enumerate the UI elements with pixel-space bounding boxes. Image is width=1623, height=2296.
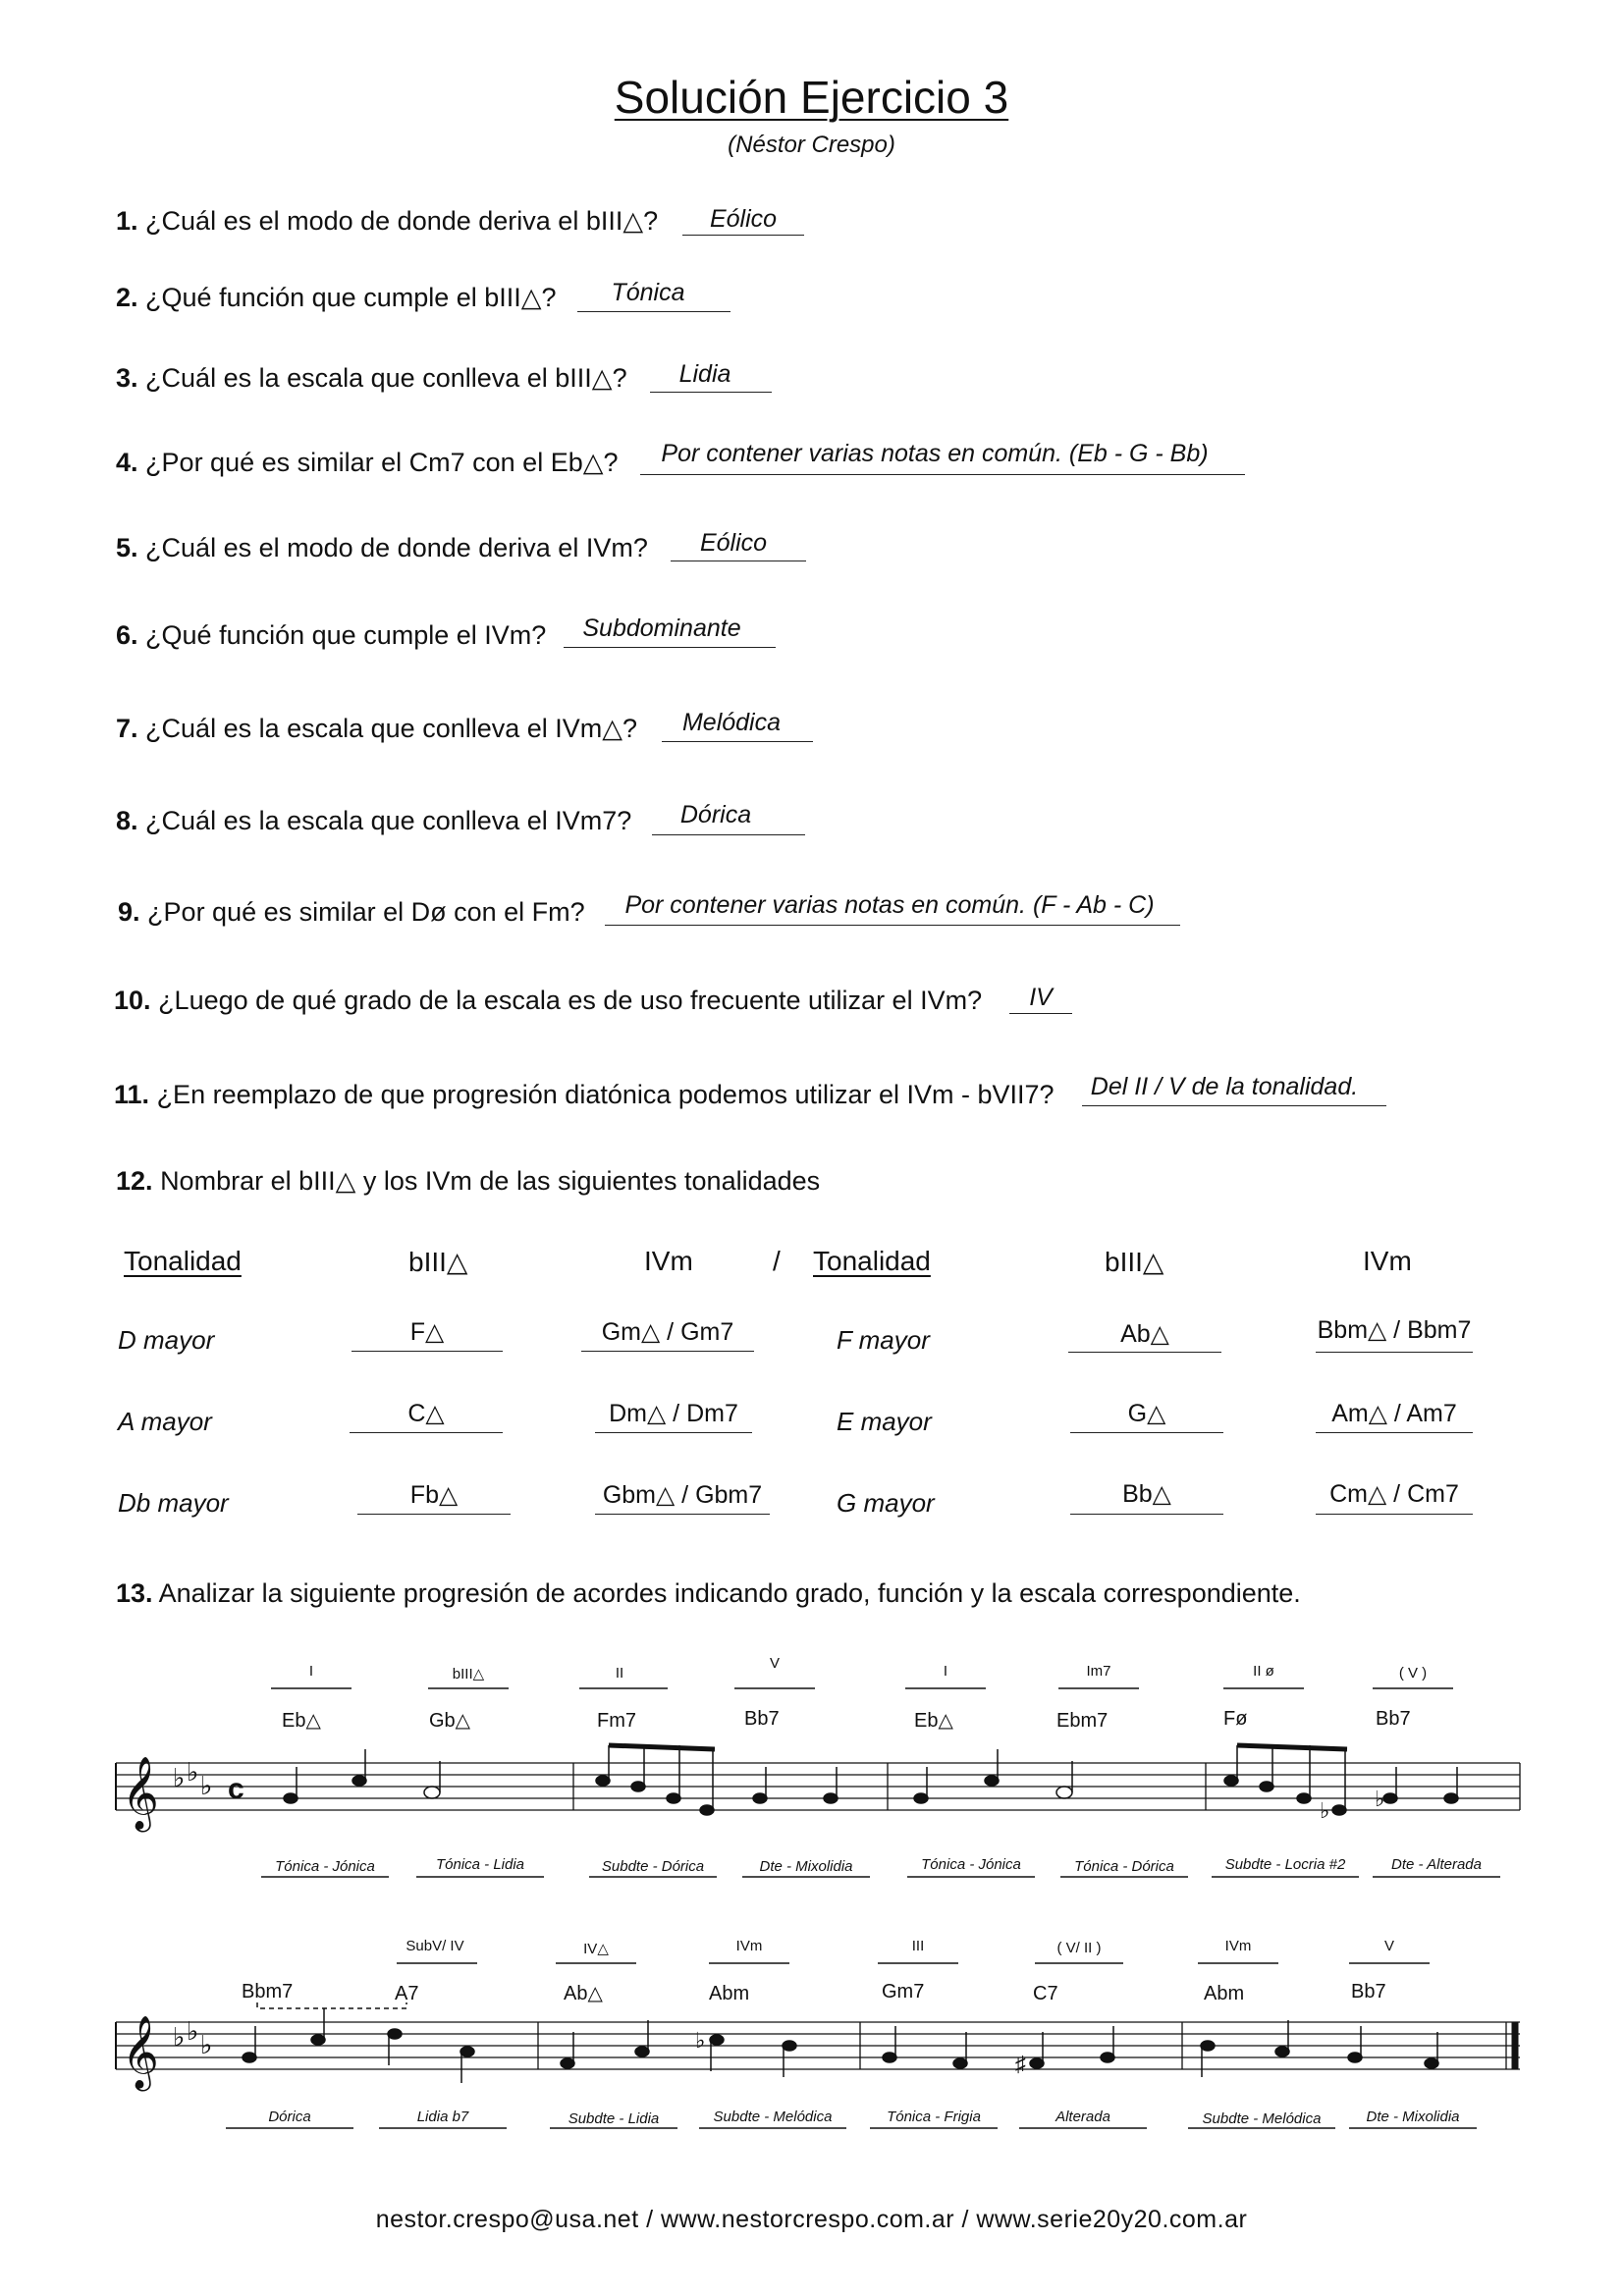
function: Subdte - Lidia [568,2110,660,2127]
function: Alterada [1055,2109,1110,2125]
biii-left-2: C△ [407,1400,445,1427]
question-12: 12. Nombrar el bIII△ y los IVm de las siguientes tonalidades [116,1166,821,1196]
function: Tónica - Dórica [1074,1858,1174,1875]
chord: A7 [395,1983,419,2004]
chord: Gm7 [882,1981,925,2002]
chord: Eb△ [282,1710,321,1732]
function: Tónica - Jónica [275,1858,375,1875]
biii-right-3: Bb△ [1122,1480,1171,1508]
function: Dte - Alterada [1391,1856,1482,1873]
answer-6: Subdominante [582,614,741,642]
grade: IVm [1224,1938,1252,1954]
svg-text:𝄞: 𝄞 [122,1757,159,1828]
header-biii-left: bIII△ [408,1247,468,1277]
answer-7: Melódica [681,709,782,736]
staff-1-symbols [122,1757,244,1833]
ivm-right-2: Am△ / Am7 [1331,1400,1457,1427]
tone-right-1: F mayor [837,1325,930,1355]
answer-1: Eólico [709,205,778,233]
chord: Bb7 [1351,1981,1386,2002]
question-10: 10. ¿Luego de qué grado de la escala es de uso frecuente utilizar el IVm? [114,986,983,1015]
ivm-left-3: Gbm△ / Gbm7 [602,1481,763,1509]
grade: bIII△ [452,1666,485,1682]
answer-4: Por contener varias notas en común. (Eb - G - Bb) [661,440,1209,467]
function: Tónica - Jónica [921,1856,1021,1873]
grade: II ø [1253,1663,1274,1680]
function: Subdte - Melódica [1202,2110,1322,2127]
grade: V [1383,1938,1394,1954]
question-13: 13. Analizar la siguiente progresión de acordes indicando grado, función y la escala correspondiente. [116,1578,1301,1608]
function: Tónica - Lidia [435,1856,525,1873]
function: Lidia b7 [416,2109,469,2125]
ivm-right-1: Bbm△ / Bbm7 [1317,1316,1472,1344]
chord: Bb7 [1376,1708,1411,1730]
answer-2: Tónica [611,279,685,306]
svg-text:♭: ♭ [173,2022,186,2052]
question-4: 4. ¿Por qué es similar el Cm7 con el Eb△? [116,448,619,477]
question-1: 1. ¿Cuál es el modo de donde deriva el bIII△? [116,206,659,236]
ivm-left-2: Dm△ / Dm7 [609,1400,738,1427]
author: (Néstor Crespo) [728,132,895,158]
answer-8: Dórica [679,801,752,828]
chord: Bbm7 [242,1981,294,2002]
svg-text:♭: ♭ [1320,1798,1330,1823]
svg-text:♭: ♭ [695,2028,706,2053]
question-3: 3. ¿Cuál es la escala que conlleva el bIII△? [116,363,627,393]
svg-text:♭: ♭ [200,2030,213,2059]
svg-text:♭: ♭ [173,1763,186,1792]
chord: Gb△ [429,1710,471,1732]
page-title: Solución Ejercicio 3 [614,72,1009,123]
header-separator: / [773,1246,781,1276]
grade: IV△ [583,1941,609,1957]
function: Dórica [268,2109,311,2125]
grade: ( V ) [1398,1665,1428,1682]
question-5: 5. ¿Cuál es el modo de donde deriva el IVm? [116,533,648,562]
chord: Ebm7 [1056,1710,1109,1732]
svg-text:♭: ♭ [1375,1787,1385,1811]
ivm-right-3: Cm△ / Cm7 [1329,1480,1459,1508]
chord: Fø [1223,1708,1248,1730]
grade: SubV/ IV [406,1938,464,1954]
svg-text:c: c [228,1773,244,1805]
biii-left-1: F△ [409,1318,445,1346]
header-ivm-left: IVm [644,1246,693,1276]
svg-text:♭: ♭ [187,1757,199,1787]
header-biii-right: bIII△ [1105,1247,1164,1277]
footer-contact: nestor.crespo@usa.net / www.nestorcrespo.com.ar / www.serie20y20.com.ar [375,2206,1248,2233]
header-ivm-right: IVm [1363,1246,1412,1276]
chord: Eb△ [914,1710,953,1732]
function: Tónica - Frigia [887,2109,981,2125]
answer-5: Eólico [699,529,768,557]
answer-10: IV [1029,984,1053,1011]
function: Subdte - Dórica [601,1858,705,1875]
question-2: 2. ¿Qué función que cumple el bIII△? [116,283,557,312]
chord: Ab△ [564,1983,603,2004]
function: Subdte - Locria #2 [1224,1856,1346,1873]
biii-right-1: Ab△ [1120,1320,1169,1348]
header-tonalidad-right: Tonalidad [813,1246,931,1276]
grade: I [308,1663,314,1680]
chord: C7 [1033,1983,1058,2004]
biii-right-2: G△ [1127,1400,1166,1427]
answer-3: Lidia [678,360,731,388]
tone-right-2: E mayor [837,1407,932,1436]
question-7: 7. ¿Cuál es la escala que conlleva el IVm△? [116,714,638,743]
ivm-left-1: Gm△ / Gm7 [601,1318,734,1346]
grade: V [769,1655,780,1672]
grade: Im7 [1086,1663,1111,1680]
svg-text:♯: ♯ [1015,2052,1026,2076]
function: Dte - Mixolidia [1366,2109,1460,2125]
svg-text:♭: ♭ [200,1771,213,1800]
staff-2 [116,2022,1520,2069]
grade: IVm [735,1938,763,1954]
answer-11: Del II / V de la tonalidad. [1090,1073,1359,1100]
question-9: 9. ¿Por qué es similar el Dø con el Fm? [118,897,585,927]
chord: Fm7 [597,1710,636,1732]
tone-left-1: D mayor [118,1325,215,1355]
function: Dte - Mixolidia [759,1858,853,1875]
staff-1-notes [284,1745,1458,1815]
grade: III [911,1938,925,1954]
chord: Bb7 [744,1708,780,1730]
header-tonalidad-left: Tonalidad [124,1246,242,1276]
svg-text:♭: ♭ [187,2016,199,2046]
question-8: 8. ¿Cuál es la escala que conlleva el IVm7? [116,806,632,835]
grade: II [615,1665,624,1682]
function: Subdte - Melódica [713,2109,833,2125]
biii-left-3: Fb△ [409,1481,459,1509]
chord: Abm [1204,1983,1245,2004]
question-6: 6. ¿Qué función que cumple el IVm? [116,620,547,650]
svg-text:𝄞: 𝄞 [122,2016,159,2087]
grade: I [943,1663,948,1680]
tone-right-3: G mayor [837,1488,935,1518]
tone-left-2: A mayor [118,1407,212,1436]
question-11: 11. ¿En reemplazo de que progresión diatónica podemos utilizar el IVm - bVII7? [114,1080,1055,1109]
grade: ( V/ II ) [1056,1940,1102,1956]
answer-9: Por contener varias notas en común. (F - Ab - C) [624,891,1155,919]
tone-left-3: Db mayor [118,1488,229,1518]
chord: Abm [709,1983,750,2004]
